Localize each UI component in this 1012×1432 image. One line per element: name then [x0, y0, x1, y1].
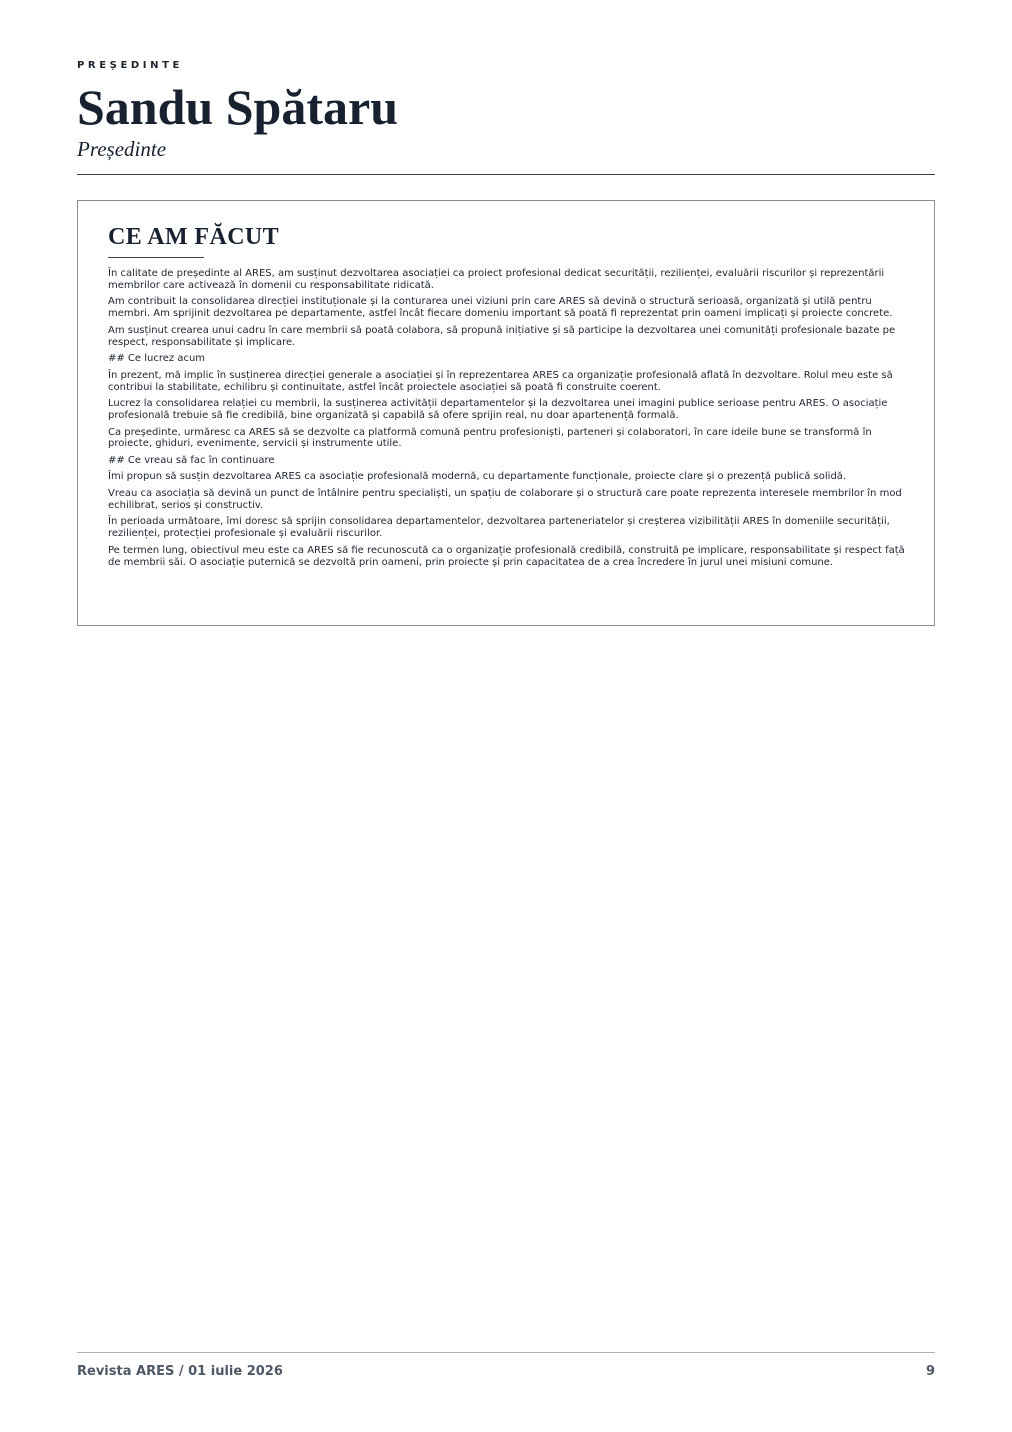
footer-publication: Revista ARES / 01 iulie 2026 — [77, 1364, 283, 1379]
paragraph: Am contribuit la consolidarea direcției instituționale și la conturarea unei viziuni prin care ARES să devină o structură serioasă, organizată și utilă pentru membri. Am sprijinit dezvoltarea pe departamente, astfel încât fiecare domeniu important să poată fi reprezentat prin oameni implicați și proiecte concrete. — [108, 296, 893, 320]
paragraph: În calitate de președinte al ARES, am susținut dezvoltarea asociației ca proiect profesional dedicat securității, rezilienței, evaluării riscurilor și reprezentării membrilor care activează în domenii cu responsabilitate ridicată. — [108, 268, 885, 291]
footer-divider — [77, 1352, 935, 1353]
paragraph: Pe termen lung, obiectivul meu este ca ARES să fie recunoscută ca o organizație profesională credibilă, construită pe implicare, responsabilitate și respect față de membrii săi. O asociație puternică se dezvoltă prin oameni, prin proiecte și prin capacitatea de a crea încredere în jurul unei misiuni comune. — [108, 544, 905, 568]
section-title-underline — [108, 257, 204, 258]
subheading-text: ## Ce vreau să fac în continuare — [108, 454, 275, 466]
subheading-text: ## Ce lucrez acum — [108, 353, 206, 365]
page-number: 9 — [925, 1364, 935, 1379]
paragraph: Vreau ca asociația să devină un punct de întâlnire pentru specialiști, un spațiu de colaborare și o structură care poate reprezenta interesele membrilor în mod echilibrat, serios și constructiv. — [108, 487, 902, 511]
content-card — [77, 200, 935, 626]
paragraph: În prezent, mă implic în susținerea direcției generale a asociației și în reprezentarea ARES ca organizație profesională aflată în dezvoltare. Rolul meu este să contribui la stabilitate, echilibru și continuitate, astfel încât proiectele asociației să poată fi construite coerent. — [108, 369, 893, 393]
person-role: Președinte — [77, 137, 167, 161]
paragraph: Lucrez la consolidarea relației cu membrii, la susținerea activității departamentelor și la dezvoltarea unei imagini publice serioase pentru ARES. O asociație profesională trebuie să fie credibilă, bine organizată și capabilă să ofere sprijin real, nu doar apartenență formală. — [108, 398, 888, 422]
paragraph: Îmi propun să susțin dezvoltarea ARES ca asociație profesională modernă, cu departamente funcționale, proiecte clare și o prezență publică solidă. — [108, 471, 847, 483]
header-divider — [77, 174, 935, 175]
paragraph: Ca președinte, urmăresc ca ARES să se dezvolte ca platformă comună pentru profesioniști, parteneri și colaboratori, în care ideile bune se transformă în proiecte, ghiduri, evenimente, servicii și instrumente utile. — [108, 426, 872, 450]
content-card-body — [108, 223, 908, 573]
paragraph: Am susținut crearea unui cadru în care membrii să poată colabora, să propună inițiative și să participe la dezvoltarea unei comunități profesionale bazate pe respect, responsabilitate și implicare. — [108, 324, 896, 348]
paragraph: În perioada următoare, îmi doresc să sprijin consolidarea departamentelor, dezvoltarea parteneriatelor și creșterea vizibilității ARES în domeniile securității, rezilienței, protecției profesionale și evaluării riscurilor. — [108, 516, 890, 540]
section-eyebrow: PREȘEDINTE — [77, 60, 183, 71]
document-page — [77, 0, 935, 1432]
section-title: CE AM FĂCUT — [108, 224, 280, 250]
person-name: Sandu Spătaru — [77, 79, 398, 135]
